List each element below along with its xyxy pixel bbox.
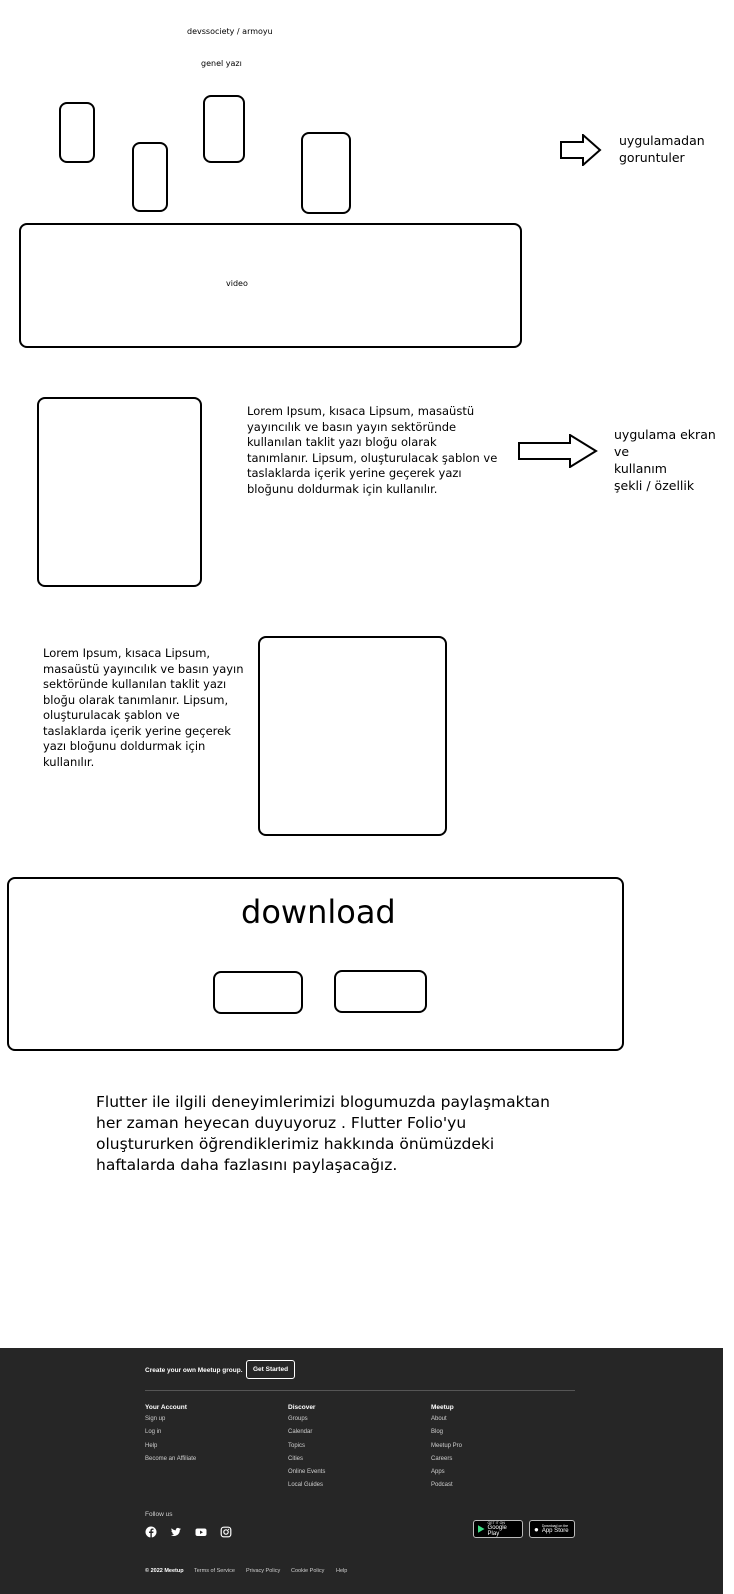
lorem-line: oluşturulacak şablon ve (43, 708, 180, 722)
blog-line: haftalarda daha fazlasını paylaşacağız. (96, 1156, 398, 1174)
footer-link-apps[interactable]: Apps (431, 1469, 445, 1476)
arrow-right-icon (560, 134, 602, 166)
app-screen-placeholder-1 (59, 102, 95, 163)
follow-us-label: Follow us (145, 1511, 173, 1518)
google-play-small-text: GET IT ON (487, 1521, 505, 1525)
get-started-button[interactable]: Get Started (246, 1360, 295, 1379)
youtube-icon[interactable] (195, 1526, 207, 1538)
lorem-line: taslaklarda içerik yerine geçerek (43, 723, 231, 738)
lorem-line: kullanılır. (43, 754, 95, 769)
video-label: video (226, 279, 248, 288)
cookie-link[interactable]: Cookie Policy (291, 1568, 325, 1574)
footer-column-discover (288, 1404, 325, 1493)
google-play-label: Google Play (487, 1525, 507, 1537)
screens-label-line: goruntuler (619, 150, 685, 165)
footer (0, 1348, 723, 1594)
help-link[interactable]: Help (336, 1568, 348, 1574)
apple-icon: ● (534, 1524, 539, 1534)
twitter-icon[interactable] (170, 1526, 182, 1538)
footer-column-your-account (145, 1404, 196, 1466)
download-button-1[interactable] (213, 971, 303, 1014)
features-label-line: uygulama ekran ve (614, 427, 716, 459)
app-store-label: App Store (541, 1528, 569, 1534)
footer-link-cities[interactable]: Cities (288, 1455, 304, 1462)
footer-link-meetup-pro[interactable]: Meetup Pro (431, 1442, 463, 1449)
lorem-paragraph-2 (43, 646, 244, 770)
footer-link-about[interactable]: About (431, 1416, 447, 1422)
download-button-2[interactable] (334, 970, 427, 1013)
lorem-line: yayıncılık ve basın yayın sektöründe (247, 419, 457, 434)
app-screen-placeholder-2 (132, 142, 168, 212)
footer-link-calendar[interactable]: Calendar (288, 1429, 313, 1436)
footer-link-log-in[interactable]: Log in (145, 1429, 162, 1436)
footer-link-topics[interactable]: Topics (288, 1442, 306, 1449)
footer-link-groups[interactable]: Groups (288, 1416, 308, 1422)
privacy-link[interactable]: Privacy Policy (246, 1568, 281, 1574)
blog-paragraph (96, 1092, 550, 1176)
lorem-line: bloğunu doldurmak için kullanılır. (247, 481, 438, 496)
screens-label-line: uygulamadan (619, 133, 705, 148)
arrow-right-icon (518, 434, 598, 468)
footer-link-careers[interactable]: Careers (431, 1455, 453, 1462)
feature-image-placeholder-1 (37, 397, 202, 587)
features-label (614, 426, 734, 494)
screens-label (619, 132, 705, 166)
lorem-line: Lorem Ipsum, kısaca Lipsum, (43, 646, 211, 660)
lorem-line: masaüstü yayıncılık ve basın yayın (43, 661, 244, 676)
lorem-line: yazı bloğunu doldurmak için (43, 739, 206, 753)
header-title: devssociety / armoyu (187, 27, 273, 36)
features-label-line: şekli / özellik (614, 478, 695, 493)
footer-column-title: Discover (288, 1404, 316, 1411)
facebook-icon[interactable] (145, 1526, 157, 1538)
header-subtitle: genel yazı (201, 59, 242, 68)
footer-cta-text: Create your own Meetup group. (145, 1367, 243, 1374)
footer-link-blog[interactable]: Blog (431, 1429, 444, 1436)
download-title: download (241, 893, 396, 931)
lorem-line: sektöründe kullanılan taklit yazı (43, 677, 227, 691)
footer-link-affiliate[interactable]: Become an Affiliate (145, 1455, 197, 1462)
app-store-small-text: Download on the (541, 1524, 569, 1528)
lorem-paragraph-1 (247, 404, 497, 497)
app-store-badge[interactable] (529, 1520, 575, 1538)
feature-image-placeholder-2 (258, 636, 447, 836)
footer-link-podcast[interactable]: Podcast (431, 1482, 453, 1489)
blog-line: her zaman heyecan duyuyoruz . Flutter Folio'yu (96, 1114, 467, 1132)
footer-link-sign-up[interactable]: Sign up (145, 1416, 166, 1422)
lorem-line: kullanılan taklit yazı bloğu olarak (247, 435, 437, 449)
footer-link-local-guides[interactable]: Local Guides (288, 1482, 324, 1489)
lorem-line: bloğu olarak tanımlanır. Lipsum, (43, 692, 229, 707)
blog-line: oluştururken öğrendiklerimiz hakkında önümüzdeki (96, 1135, 495, 1153)
video-placeholder[interactable] (19, 223, 522, 348)
lorem-line: tanımlanır. Lipsum, oluşturulacak şablon ve (247, 450, 498, 465)
instagram-icon[interactable] (220, 1526, 232, 1538)
footer-column-title: Your Account (145, 1404, 187, 1411)
footer-link-online-events[interactable]: Online Events (288, 1469, 326, 1476)
footer-divider (145, 1390, 575, 1391)
lorem-line: Lorem Ipsum, kısaca Lipsum, masaüstü (247, 404, 475, 418)
app-screen-placeholder-4 (301, 132, 351, 214)
footer-column-meetup (431, 1404, 462, 1493)
features-label-line: kullanım (614, 461, 667, 476)
app-screen-placeholder-3 (203, 95, 245, 163)
google-play-icon (478, 1525, 485, 1533)
blog-line: Flutter ile ilgili deneyimlerimizi blogumuzda paylaşmaktan (96, 1093, 550, 1111)
google-play-badge[interactable] (473, 1520, 523, 1538)
lorem-line: taslaklarda içerik yerine geçerek yazı (247, 466, 462, 480)
download-section (7, 877, 624, 1051)
footer-link-help[interactable]: Help (145, 1442, 158, 1449)
copyright-text: © 2022 Meetup (145, 1568, 184, 1574)
terms-link[interactable]: Terms of Service (194, 1568, 235, 1574)
footer-column-title: Meetup (431, 1404, 454, 1411)
